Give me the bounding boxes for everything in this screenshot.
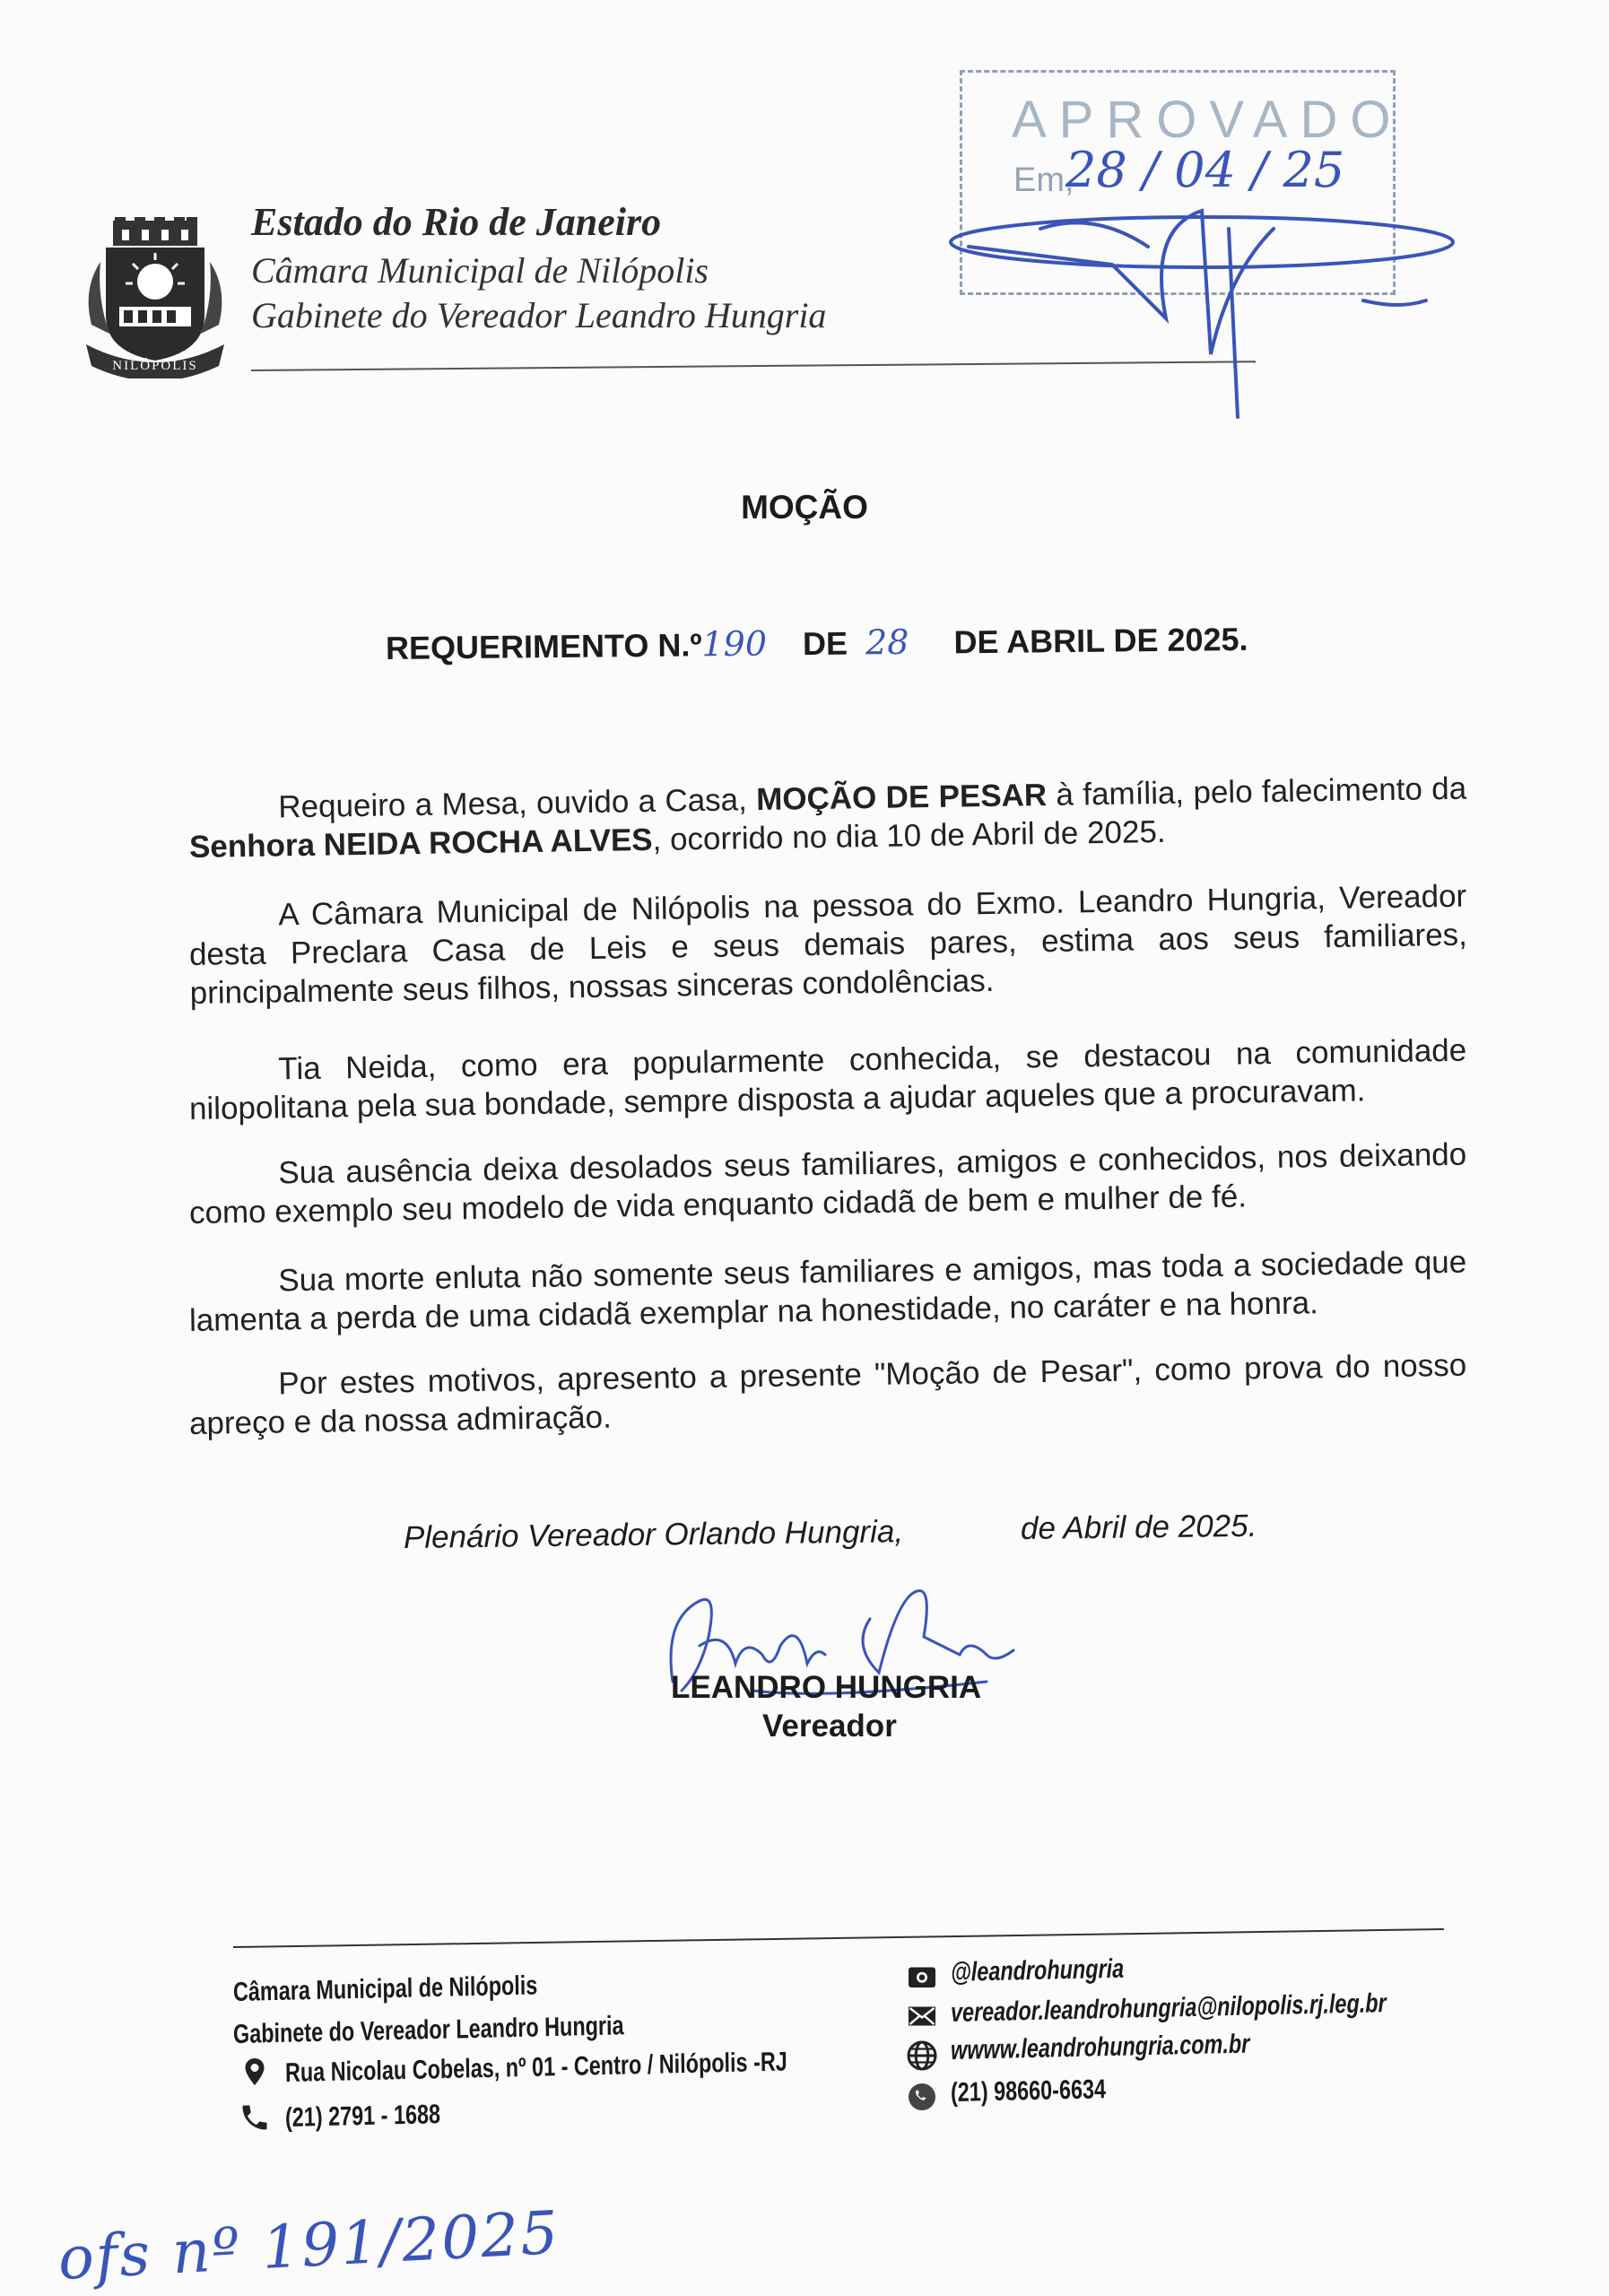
closing-place: Plenário Vereador Orlando Hungria, <box>403 1514 904 1555</box>
footer-office: Gabinete do Vereador Leandro Hungria <box>232 2011 624 2049</box>
document-title: MOÇÃO <box>741 489 868 526</box>
mocao-de-pesar-emphasis: MOÇÃO DE PESAR <box>755 777 1048 818</box>
stamp-status: APROVADO <box>1012 91 1404 149</box>
header-office-name: Gabinete do Vereador Leandro Hungria <box>251 295 827 335</box>
handwritten-reference-note: ofs nº 191/2025 <box>56 2197 561 2293</box>
footer-phone: (21) 2791 - 1688 <box>284 2100 441 2133</box>
instagram-icon <box>906 1961 938 1993</box>
svg-text:NILÓPOLIS: NILÓPOLIS <box>112 359 198 373</box>
footer-whatsapp: (21) 98660-6634 <box>950 2074 1107 2108</box>
paragraph-1: Requeiro a Mesa, ouvido a Casa, MOÇÃO DE PESAR à família, pelo falecimento da Senhora NEIDA ROCHA ALVES, ocorrido no dia 10 de Abril de 2025. <box>188 770 1467 865</box>
footer-email: vereador.leandrohungria@nilopolis.rj.leg.br <box>950 1988 1387 2028</box>
requerimento-day: 28 <box>865 622 909 663</box>
requerimento-number: 190 <box>701 623 768 665</box>
signer-name: LEANDRO HUNGRIA <box>671 1670 982 1705</box>
requerimento-line <box>386 619 1248 667</box>
paragraph-6: Por estes motivos, apresento a presente "Moção de Pesar", como prova do nosso apreço e da nossa admiração. <box>188 1347 1467 1441</box>
paragraph-3: Tia Neida, como era popularmente conhecida, se destacou na comunidade nilopolitana pela sua bondade, sempre disposta a ajudar aqueles que a procuravam. <box>188 1032 1467 1126</box>
requerimento-label: REQUERIMENTO N.º <box>385 626 702 666</box>
location-pin-icon <box>239 2056 271 2088</box>
header-chamber-name: Câmara Municipal de Nilópolis <box>251 250 709 291</box>
paragraph-5: Sua morte enluta não somente seus familiares e amigos, mas toda a sociedade que lamenta a perda de uma cidadã exemplar na honestidade, no caráter e na honra. <box>188 1244 1467 1338</box>
footer-instagram: @leandrohungria <box>950 1953 1125 1987</box>
requerimento-month-year: DE ABRIL DE 2025. <box>953 620 1248 661</box>
paragraph-2: A Câmara Municipal de Nilópolis na pessoa do Exmo. Leandro Hungria, Vereador desta Preclara Casa de Leis e seus demais pares, estima aos seus familiares, principalmente seus filhos, nossas sinceras condolências. <box>188 878 1468 1011</box>
deceased-name: Senhora NEIDA ROCHA ALVES <box>188 822 653 865</box>
requerimento-de: DE <box>802 624 848 663</box>
footer-address: Rua Nicolau Cobelas, nº 01 - Centro / Nilópolis -RJ <box>284 2047 787 2088</box>
footer-chamber: Câmara Municipal de Nilópolis <box>232 1970 538 2007</box>
globe-icon <box>906 2039 938 2072</box>
stamp-rubric-signature <box>933 193 1471 426</box>
stamp-em-label: Em, <box>1013 161 1074 199</box>
municipal-crest-logo <box>79 217 231 378</box>
signer-role: Vereador <box>762 1709 897 1744</box>
header-state-name: Estado do Rio de Janeiro <box>251 200 662 244</box>
phone-icon <box>239 2101 271 2134</box>
stamp-handwritten-date: 28 / 04 / 25 <box>1065 142 1345 198</box>
paragraph-4: Sua ausência deixa desolados seus familiares, amigos e conhecidos, nos deixando como exemplo seu modelo de vida enquanto cidadã de bem e mulher de fé. <box>188 1136 1467 1231</box>
whatsapp-icon <box>906 2081 938 2113</box>
closing-date: de Abril de 2025. <box>1020 1508 1257 1546</box>
email-icon <box>906 2000 938 2032</box>
footer-divider <box>233 1928 1444 1948</box>
footer-website: wwww.leandrohungria.com.br <box>950 2029 1250 2066</box>
